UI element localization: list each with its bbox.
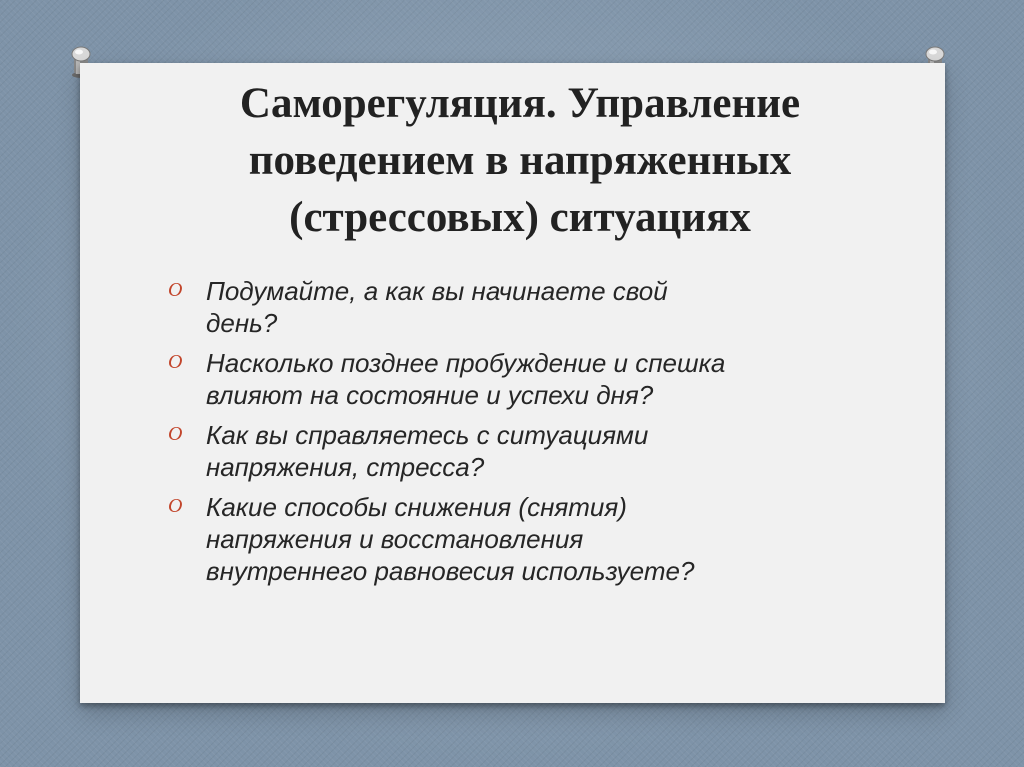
list-item (168, 491, 868, 587)
bullet-text: Подумайте, а как вы начинаете свой день? (206, 276, 668, 338)
bullet-text: Насколько позднее пробуждение и спешка влияют на состояние и успехи дня? (206, 348, 726, 410)
bullet-marker-icon: O (168, 351, 183, 373)
slide-title: Саморегуляция. Управление поведением в напряженных (стрессовых) ситуациях (239, 80, 801, 241)
list-item (168, 275, 868, 339)
bullet-text: Как вы справляетесь с ситуациями напряжения, стресса? (206, 420, 649, 482)
bullet-list (168, 275, 868, 595)
list-item (168, 347, 868, 411)
bullet-marker-icon: O (168, 279, 183, 301)
bullet-marker-icon: O (168, 423, 183, 445)
bullet-marker-icon: O (168, 495, 183, 517)
bullet-text: Какие способы снижения (снятия) напряжения и восстановления внутреннего равновесия используете? (206, 492, 695, 586)
list-item (168, 419, 868, 483)
slide-card (80, 63, 945, 703)
